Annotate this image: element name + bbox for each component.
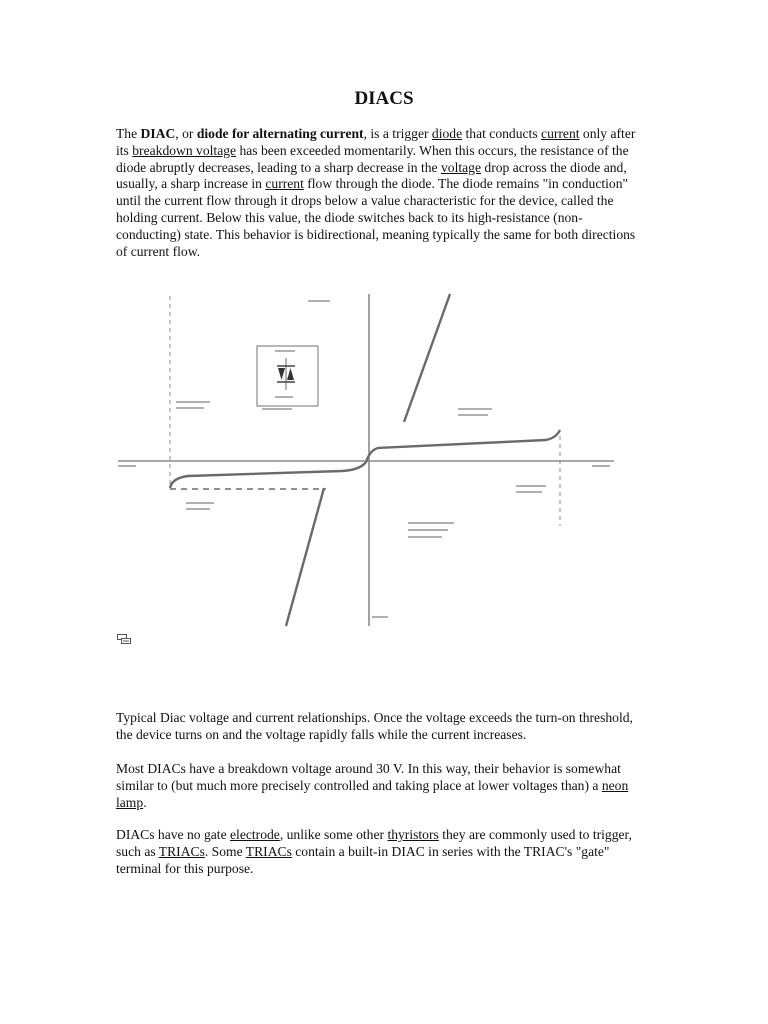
text: The	[116, 126, 141, 141]
text: , is a trigger	[363, 126, 432, 141]
figure-label-marks	[118, 300, 610, 618]
link-triacs[interactable]: TRIACs	[158, 843, 205, 859]
link-triacs-2[interactable]: TRIACs	[245, 843, 292, 859]
text: that conducts	[462, 126, 542, 141]
text: .	[143, 794, 147, 810]
image-placeholder-icon	[116, 632, 132, 644]
diac-iv-diagram	[114, 290, 620, 630]
link-breakdown-voltage[interactable]: breakdown voltage	[132, 142, 237, 158]
text: they are commonly used to trigger, such as	[116, 827, 632, 859]
link-thyristors[interactable]: thyristors	[387, 827, 439, 842]
link-current[interactable]: current	[541, 126, 580, 141]
figure-caption: Typical Diac voltage and current relationships. Once the voltage exceeds the turn-on threshold, the device turns on and the voltage rapidly falls while the current increases.	[116, 710, 633, 742]
bold-term-diac: DIAC	[140, 126, 176, 141]
link-current-2[interactable]: current	[265, 176, 304, 192]
text: , or	[175, 126, 197, 141]
gate-paragraph	[116, 827, 636, 877]
text: only after its	[116, 126, 636, 158]
page-title: DIACS	[354, 88, 414, 109]
text: has been exceeded momentarily. When this occurs, the resistance of the diode abruptly decreases, leading to a sharp decrease in the	[116, 142, 629, 175]
text: drop across the diode and, usually, a sharp increase in	[116, 159, 627, 192]
link-voltage[interactable]: voltage	[440, 159, 481, 175]
text: Most DIACs have a breakdown voltage around 30 V. In this way, their behavior is somewhat similar to (but much more precisely controlled and taking place at lower voltages than) a	[116, 761, 621, 793]
text: , unlike some other	[279, 827, 388, 842]
diac-iv-characteristic-figure	[114, 290, 620, 630]
upper-load-line	[404, 294, 450, 422]
text: flow through the diode. The diode remains "in conduction" until the current flow through it drops below a value characteristic for the device, called the holding current. Below this value, the diode switches back to its high-resistance (non-conducting) state. This behavior is bidirectional, meaning typically the same for both directions of current flow.	[116, 176, 636, 259]
iv-curve	[170, 430, 560, 488]
breakdown-voltage-paragraph	[116, 761, 636, 811]
link-diode[interactable]: diode	[431, 126, 463, 141]
text: . Some	[204, 843, 246, 859]
lower-load-line	[286, 488, 324, 626]
text: DIACs have no gate	[116, 827, 231, 842]
intro-paragraph	[116, 126, 636, 260]
text: contain a built-in DIAC in series with the TRIAC's "gate" terminal for this purpose.	[116, 843, 610, 876]
link-electrode[interactable]: electrode	[230, 827, 280, 842]
bold-term-full-name: diode for alternating current	[196, 126, 364, 141]
link-neon-lamp[interactable]: neon lamp	[116, 777, 629, 810]
